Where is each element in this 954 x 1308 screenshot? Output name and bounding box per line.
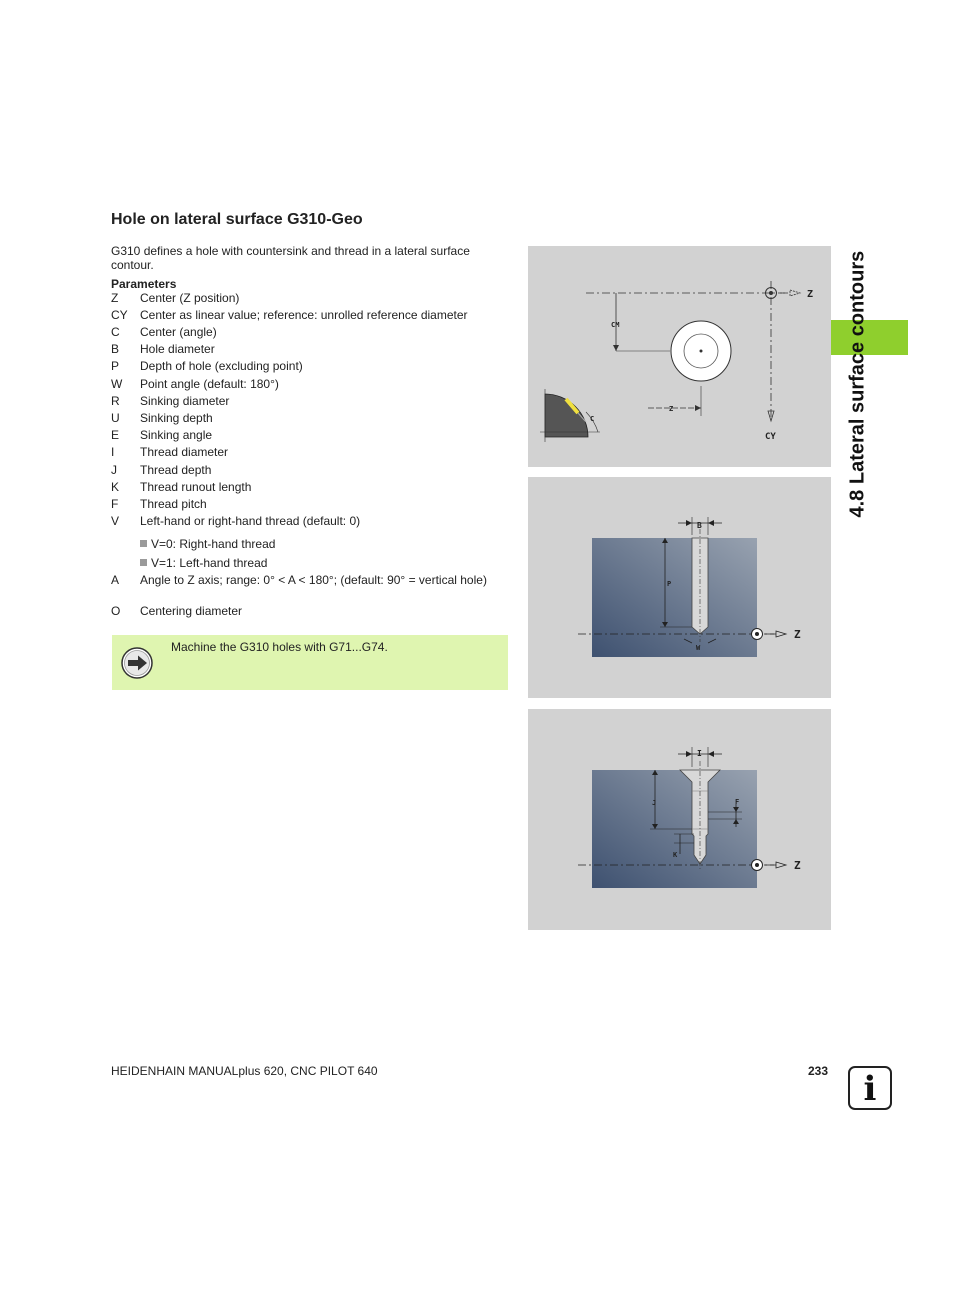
v-option [140,537,275,551]
param-desc: Thread depth [140,463,212,477]
dim-cm-label: CM [611,321,620,329]
param-key: C [111,325,120,339]
param-key: K [111,480,120,494]
param-desc: Thread runout length [140,480,252,494]
axis-z-label: Z [807,289,814,300]
param-key: E [111,428,120,442]
bullet-square-icon [140,540,147,547]
angle-c-label: C [590,415,595,423]
param-key: U [111,411,120,425]
axis-cy-label: CY [765,432,776,442]
note-box [112,635,508,690]
parameters-heading: Parameters [111,277,177,291]
v-option-text: V=1: Left-hand thread [151,556,268,570]
bullet-square-icon [140,559,147,566]
dim-i-label: I [697,749,702,758]
param-key: O [111,604,121,618]
param-desc: Thread diameter [140,445,229,459]
param-desc: Hole diameter [140,342,215,356]
param-desc: Left-hand or right-hand thread (default: 0) [140,514,361,528]
param-desc: Angle to Z axis; range: 0° < A < 180°; (default: 90° = vertical hole) [140,573,487,587]
axis-z-label: Z [794,628,801,641]
dim-p-label: P [667,580,672,588]
param-desc: Sinking diameter [140,394,230,408]
figure-hole-position [528,246,831,467]
param-desc: Centering diameter [140,604,243,618]
intro-text: G310 defines a hole with countersink and thread in a lateral surface contour. [111,244,470,272]
figure-hole-depth [528,477,831,698]
section-title: Hole on lateral surface G310-Geo [111,211,363,228]
param-desc: Center (angle) [140,325,217,339]
v-option [140,556,267,570]
axis-z-label: Z [794,859,801,872]
param-desc: Point angle (default: 180°) [140,377,279,391]
info-icon [848,1066,892,1110]
param-key: V [111,514,120,528]
info-icon-glyph: i [863,1069,877,1109]
param-key: B [111,342,120,356]
param-key: A [111,573,120,587]
dim-j-label: J [652,799,657,807]
dim-b-label: B [697,521,702,530]
param-desc: Thread pitch [140,497,207,511]
param-key: R [111,394,120,408]
page-number: 233 [808,1064,829,1078]
dim-k-label: K [673,851,678,859]
param-desc: Sinking depth [140,411,213,425]
v-option-text: V=0: Right-hand thread [151,537,276,551]
param-key: J [111,463,117,477]
note-text: Machine the G310 holes with G71...G74. [171,640,388,654]
param-key: I [111,445,115,459]
param-desc: Center as linear value; reference: unrolled reference diameter [140,308,468,322]
param-key: Z [111,291,119,305]
param-desc: Depth of hole (excluding point) [140,359,303,373]
param-desc: Sinking angle [140,428,213,442]
param-key: F [111,497,119,511]
param-key: CY [111,308,128,322]
dim-w-label: W [696,644,701,652]
param-key: W [111,377,123,391]
chapter-side-title: 4.8 Lateral surface contours [846,250,869,518]
dim-z-label: Z [669,405,674,413]
footer-text: HEIDENHAIN MANUALplus 620, CNC PILOT 640 [111,1064,378,1078]
param-desc: Center (Z position) [140,291,240,305]
arrow-right-icon [121,647,153,679]
dim-f-label: F [735,798,740,806]
param-key: P [111,359,120,373]
figure-thread [528,709,831,930]
